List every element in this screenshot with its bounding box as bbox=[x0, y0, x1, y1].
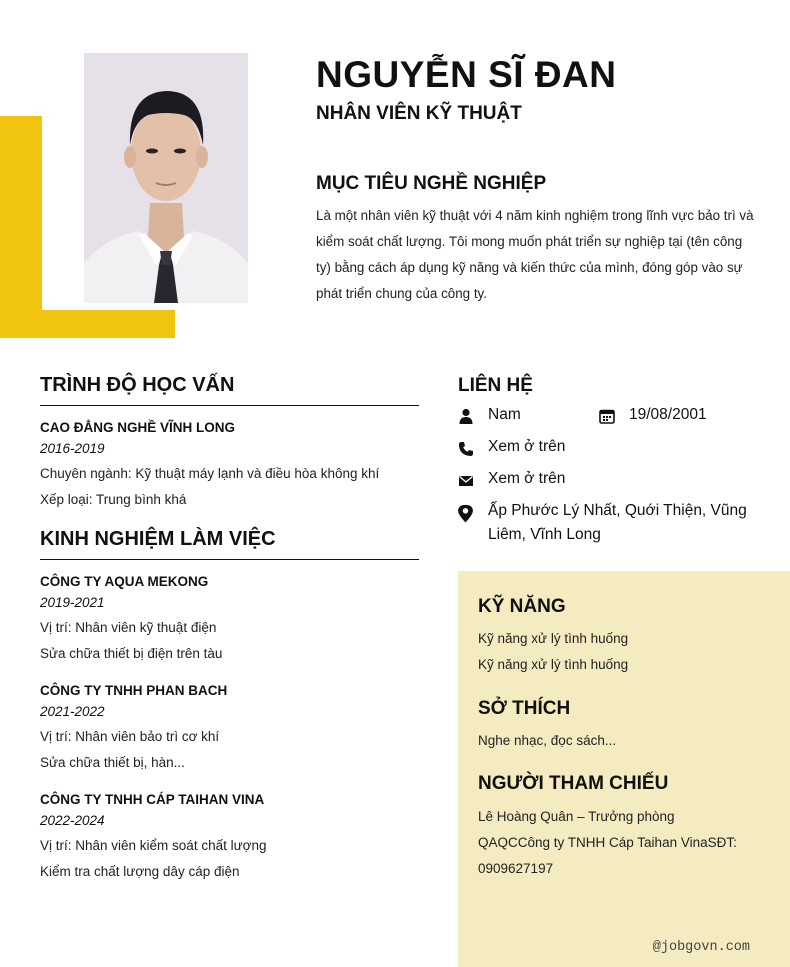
references-text: Lê Hoàng Quân – Trưởng phòng QAQCCông ty TNHH Cáp Taihan VinaSĐT: 0909627197 bbox=[478, 809, 737, 876]
gender-value: Nam bbox=[488, 406, 521, 423]
phone-value: Xem ở trên bbox=[488, 438, 566, 455]
experience-position: Vị trí: Nhân viên bảo trì cơ khí bbox=[40, 729, 220, 744]
phone-icon bbox=[458, 441, 474, 457]
birthday-value: 19/08/2001 bbox=[629, 406, 707, 423]
skills-panel bbox=[458, 571, 790, 967]
company-name: CÔNG TY TNHH CÁP TAIHAN VINA bbox=[40, 792, 265, 807]
address-value: Ấp Phước Lý Nhất, Quới Thiện, Vũng Liêm, Vĩnh Long bbox=[488, 502, 747, 543]
education-years: 2016-2019 bbox=[40, 441, 105, 456]
education-entry bbox=[40, 418, 419, 513]
profile-photo bbox=[84, 53, 248, 303]
skill-item: Kỹ năng xử lý tình huống bbox=[478, 631, 629, 646]
experience-position: Vị trí: Nhân viên kiểm soát chất lượng bbox=[40, 838, 267, 853]
experience-heading: KINH NGHIỆM LÀM VIỆC bbox=[40, 528, 419, 560]
experience-entry bbox=[40, 790, 419, 885]
contact-heading: LIÊN HỆ bbox=[458, 375, 533, 396]
company-name: CÔNG TY AQUA MEKONG bbox=[40, 574, 209, 589]
candidate-job-title: NHÂN VIÊN KỸ THUẬT bbox=[316, 103, 522, 124]
calendar-icon bbox=[599, 408, 615, 424]
experience-entry bbox=[40, 572, 419, 667]
experience-years: 2022-2024 bbox=[40, 813, 105, 828]
references-heading: NGƯỜI THAM CHIẾU bbox=[478, 773, 669, 794]
experience-position: Vị trí: Nhân viên kỹ thuật điện bbox=[40, 620, 217, 635]
experience-task: Kiểm tra chất lượng dây cáp điện bbox=[40, 864, 240, 879]
hobbies-heading: SỞ THÍCH bbox=[478, 698, 571, 719]
objective-text: Là một nhân viên kỹ thuật với 4 năm kinh nghiệm trong lĩnh vực bảo trì và kiểm soát chất lượng. Tôi mong muốn phát triển sự nghiệp tại (tên công ty) bằng cách áp dụng kỹ năng và kiến thức của mình, đóng góp vào sự phát triển chung của công ty. bbox=[316, 208, 754, 301]
candidate-name: NGUYỄN SĨ ĐAN bbox=[316, 54, 617, 95]
experience-entry bbox=[40, 681, 419, 776]
education-heading: TRÌNH ĐỘ HỌC VẤN bbox=[40, 374, 419, 406]
location-pin-icon bbox=[457, 504, 474, 523]
education-major: Chuyên ngành: Kỹ thuật máy lạnh và điều hòa không khí bbox=[40, 466, 380, 481]
decorative-yellow-bar-bottom bbox=[0, 310, 175, 338]
education-grade: Xếp loại: Trung bình khá bbox=[40, 492, 187, 507]
experience-years: 2021-2022 bbox=[40, 704, 105, 719]
experience-task: Sửa chữa thiết bị, hàn... bbox=[40, 755, 185, 770]
skills-heading: KỸ NĂNG bbox=[478, 596, 566, 617]
decorative-yellow-bar bbox=[0, 116, 42, 338]
company-name: CÔNG TY TNHH PHAN BACH bbox=[40, 683, 228, 698]
school-name: CAO ĐẲNG NGHỀ VĨNH LONG bbox=[40, 420, 236, 435]
email-value: Xem ở trên bbox=[488, 470, 566, 487]
left-column bbox=[40, 374, 419, 899]
objective-heading: MỤC TIÊU NGHỀ NGHIỆP bbox=[316, 173, 547, 194]
person-icon bbox=[458, 408, 474, 424]
mail-icon bbox=[458, 473, 474, 489]
watermark: @jobgovn.com bbox=[652, 940, 750, 955]
experience-years: 2019-2021 bbox=[40, 595, 105, 610]
experience-task: Sửa chữa thiết bị điện trên tàu bbox=[40, 646, 223, 661]
skill-item: Kỹ năng xử lý tình huống bbox=[478, 657, 629, 672]
hobbies-text: Nghe nhạc, đọc sách... bbox=[478, 733, 617, 748]
